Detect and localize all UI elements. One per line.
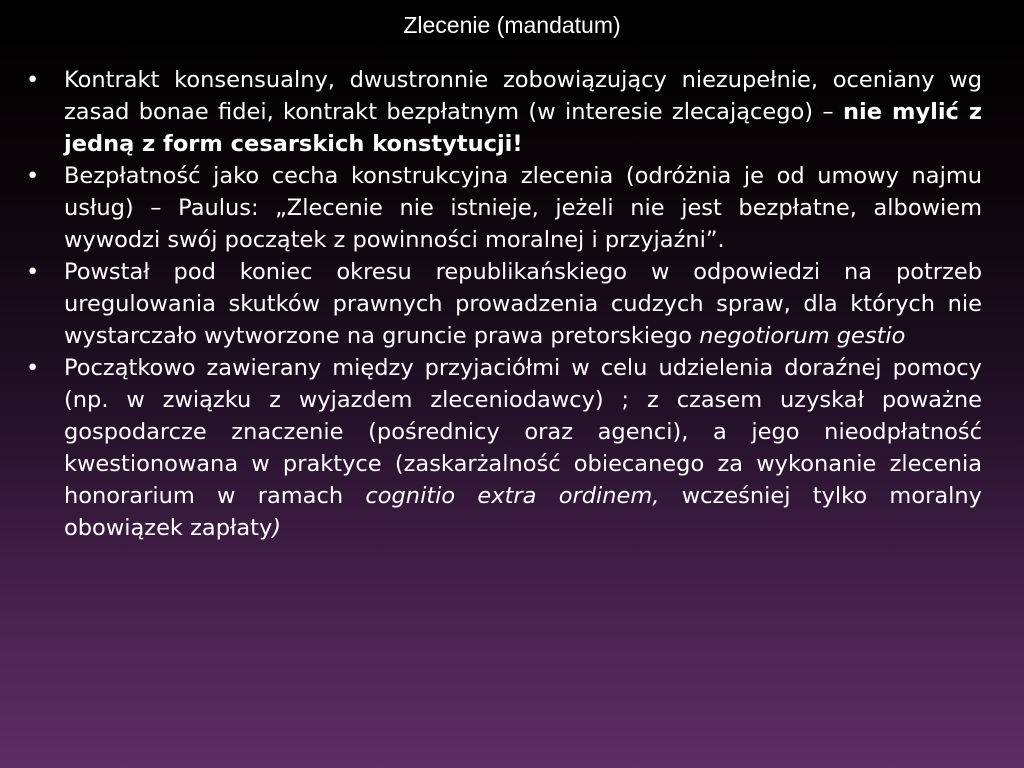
bullet-text <box>64 259 982 349</box>
bullet-item <box>26 352 982 544</box>
bullet-item <box>26 256 982 352</box>
bullet-segment: ) <box>272 515 282 541</box>
bullet-segment: nie mylić z jedną z form cesarskich konstytucji! <box>64 99 982 157</box>
bullet-segment: Początkowo zawierany między przyjaciółmi w celu udzielenia doraźnej pomocy (np. w związku z wyjazdem zleceniodawcy) ; z czasem uzyskał poważne gospodarcze znaczenie (pośrednicy oraz agenci), a jego nieodpłatność kwestionowana w praktyce (zaskarżalność obiecanego za wykonanie zlecenia honorarium w ramach <box>64 355 982 509</box>
bullet-segment: Powstał pod koniec okresu republikańskiego w odpowiedzi na potrzeb uregulowania skutków prawnych prowadzenia cudzych spraw, dla których nie wystarczało wytworzone na gruncie prawa pretorskiego <box>64 259 982 349</box>
bullet-item <box>26 160 982 256</box>
bullet-list <box>26 64 982 544</box>
bullet-segment: Kontrakt konsensualny, dwustronnie zobowiązujący niezupełnie, oceniany wg zasad bonae fidei, kontrakt bezpłatnym (w interesie zlecającego) – <box>64 67 982 125</box>
bullet-segment: Bezpłatność jako cecha konstrukcyjna zlecenia (odróżnia je od umowy najmu usług) – Paulus: „Zlecenie nie istnieje, jeżeli nie jest bezpłatne, albowiem wywodzi swój początek z powinności moralnej i przyjaźni”. <box>64 163 982 253</box>
bullet-text <box>64 67 982 157</box>
bullet-text <box>64 355 982 541</box>
bullet-text <box>64 163 982 253</box>
bullet-segment: cognitio extra ordinem, <box>365 483 660 509</box>
slide-title: Zlecenie (mandatum) <box>403 12 621 38</box>
bullet-item <box>26 64 982 160</box>
bullet-segment: wcześniej tylko moralny obowiązek zapłaty <box>64 483 982 541</box>
bullet-segment: negotiorum gestio <box>699 323 906 349</box>
